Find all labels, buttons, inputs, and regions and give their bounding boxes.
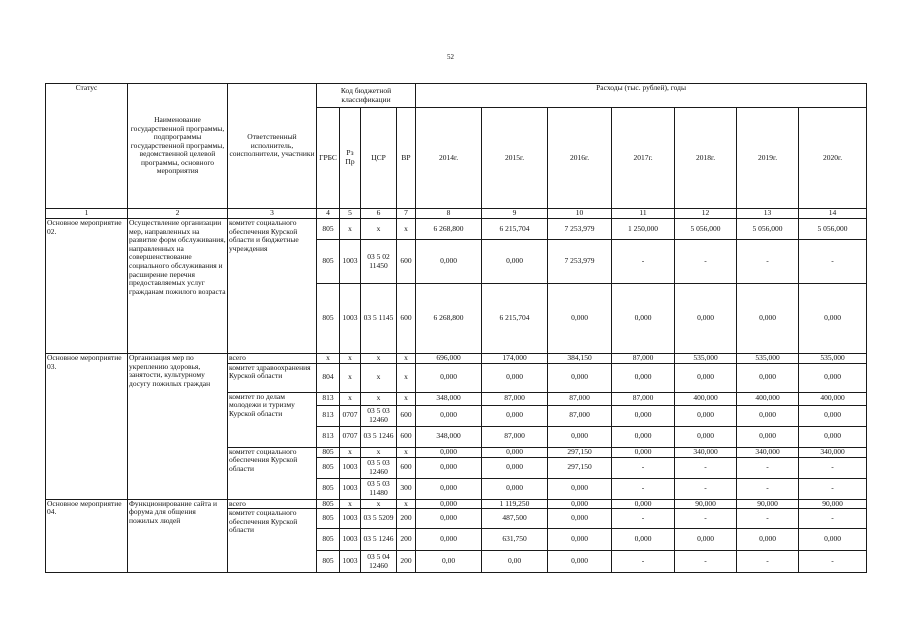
- cell-amount: 0,000: [612, 426, 675, 447]
- row-status: Основное мероприятие 04.: [46, 499, 128, 573]
- row-executor: комитет социального обеспечения Курской области: [228, 509, 317, 573]
- cell-amount: -: [675, 240, 737, 284]
- row-activity-name: Функционирование сайта и форума для общения пожилых людей: [128, 499, 228, 573]
- header-year: 2020г.: [799, 108, 867, 209]
- cell-amount: 87,000: [612, 392, 675, 405]
- cell-grbs: 805: [317, 551, 340, 573]
- cell-amount: 0,000: [548, 363, 612, 392]
- cell-csr: 03 5 02 11450: [361, 240, 397, 284]
- header-expenses: Расходы (тыс. рублей), годы: [416, 84, 867, 108]
- cell-amount: 0,000: [675, 529, 737, 551]
- cell-grbs: 813: [317, 426, 340, 447]
- cell-rzpr: 1003: [340, 284, 361, 354]
- column-number: 5: [340, 209, 361, 219]
- cell-csr: 03 5 1246: [361, 529, 397, 551]
- cell-amount: 0,000: [612, 284, 675, 354]
- header-year: 2019г.: [737, 108, 799, 209]
- cell-rzpr: х: [340, 499, 361, 509]
- cell-amount: -: [737, 551, 799, 573]
- cell-grbs: 804: [317, 363, 340, 392]
- column-numbers-row: [46, 209, 867, 219]
- cell-amount: 0,000: [612, 405, 675, 426]
- cell-amount: 0,000: [675, 426, 737, 447]
- cell-csr: 03 5 03 12460: [361, 457, 397, 478]
- cell-vr: х: [397, 447, 416, 457]
- cell-rzpr: 1003: [340, 551, 361, 573]
- header-rzpr: Рз Пр: [340, 108, 361, 209]
- cell-csr: 03 5 5209: [361, 509, 397, 529]
- cell-vr: 200: [397, 551, 416, 573]
- cell-amount: -: [799, 551, 867, 573]
- cell-grbs: 805: [317, 509, 340, 529]
- table-body: [46, 219, 867, 573]
- cell-amount: 0,000: [416, 405, 482, 426]
- cell-amount: 0,000: [548, 478, 612, 499]
- cell-amount: 0,000: [416, 457, 482, 478]
- cell-grbs: 805: [317, 478, 340, 499]
- header-csr: ЦСР: [361, 108, 397, 209]
- cell-amount: 0,000: [799, 426, 867, 447]
- cell-amount: 0,00: [482, 551, 548, 573]
- cell-amount: 5 056,000: [737, 219, 799, 240]
- cell-amount: 6 268,800: [416, 219, 482, 240]
- cell-rzpr: х: [340, 219, 361, 240]
- cell-amount: 90,000: [799, 499, 867, 509]
- cell-csr: х: [361, 354, 397, 364]
- cell-vr: 600: [397, 426, 416, 447]
- cell-amount: -: [675, 478, 737, 499]
- cell-amount: 0,000: [482, 478, 548, 499]
- header-grbs: ГРБС: [317, 108, 340, 209]
- cell-vr: 200: [397, 529, 416, 551]
- cell-vr: х: [397, 363, 416, 392]
- cell-amount: 0,000: [416, 240, 482, 284]
- cell-amount: 535,000: [737, 354, 799, 364]
- header-year: 2014г.: [416, 108, 482, 209]
- cell-amount: 0,000: [416, 499, 482, 509]
- cell-vr: х: [397, 392, 416, 405]
- cell-amount: 1 250,000: [612, 219, 675, 240]
- cell-rzpr: 0707: [340, 405, 361, 426]
- cell-amount: 0,000: [612, 447, 675, 457]
- cell-rzpr: 1003: [340, 509, 361, 529]
- cell-amount: 0,000: [612, 363, 675, 392]
- cell-csr: 03 5 1145: [361, 284, 397, 354]
- cell-amount: -: [675, 551, 737, 573]
- cell-amount: 6 268,800: [416, 284, 482, 354]
- cell-amount: 0,000: [799, 405, 867, 426]
- cell-amount: 174,000: [482, 354, 548, 364]
- cell-amount: -: [675, 457, 737, 478]
- cell-grbs: 805: [317, 284, 340, 354]
- cell-amount: 7 253,979: [548, 240, 612, 284]
- cell-csr: 03 5 03 12460: [361, 405, 397, 426]
- cell-amount: 0,000: [548, 551, 612, 573]
- page-number: 52: [447, 53, 454, 61]
- cell-amount: 384,150: [548, 354, 612, 364]
- cell-amount: 535,000: [675, 354, 737, 364]
- cell-amount: 87,000: [548, 392, 612, 405]
- cell-rzpr: х: [340, 354, 361, 364]
- column-number: 13: [737, 209, 799, 219]
- cell-grbs: 813: [317, 392, 340, 405]
- cell-amount: 340,000: [737, 447, 799, 457]
- cell-amount: -: [799, 478, 867, 499]
- cell-amount: 400,000: [737, 392, 799, 405]
- row-executor: комитет социального обеспечения Курской области: [228, 447, 317, 499]
- cell-csr: 03 5 04 12460: [361, 551, 397, 573]
- cell-vr: 600: [397, 284, 416, 354]
- cell-rzpr: 1003: [340, 240, 361, 284]
- table-row: [46, 354, 867, 364]
- cell-amount: 0,000: [548, 509, 612, 529]
- cell-amount: 340,000: [675, 447, 737, 457]
- header-year: 2016г.: [548, 108, 612, 209]
- row-executor: комитет по делам молодежи и туризму Курской области: [228, 392, 317, 447]
- row-executor: всего: [228, 354, 317, 364]
- cell-amount: 535,000: [799, 354, 867, 364]
- cell-amount: 0,000: [675, 405, 737, 426]
- row-executor: комитет социального обеспечения Курской области и бюджетные учреждения: [228, 219, 317, 354]
- cell-amount: -: [737, 457, 799, 478]
- cell-amount: 7 253,979: [548, 219, 612, 240]
- cell-amount: 0,000: [737, 284, 799, 354]
- cell-rzpr: х: [340, 392, 361, 405]
- cell-vr: 600: [397, 405, 416, 426]
- cell-amount: 0,000: [548, 529, 612, 551]
- cell-csr: 03 5 03 11480: [361, 478, 397, 499]
- cell-amount: -: [737, 478, 799, 499]
- cell-amount: 0,000: [612, 499, 675, 509]
- cell-grbs: 813: [317, 405, 340, 426]
- cell-amount: 348,000: [416, 392, 482, 405]
- cell-rzpr: х: [340, 363, 361, 392]
- cell-amount: 0,000: [482, 363, 548, 392]
- cell-amount: 696,000: [416, 354, 482, 364]
- cell-grbs: 805: [317, 529, 340, 551]
- column-number: 8: [416, 209, 482, 219]
- cell-amount: 0,000: [548, 426, 612, 447]
- cell-amount: 87,000: [482, 426, 548, 447]
- cell-amount: 0,000: [675, 363, 737, 392]
- cell-amount: 5 056,000: [799, 219, 867, 240]
- cell-csr: х: [361, 363, 397, 392]
- cell-amount: 0,000: [416, 363, 482, 392]
- cell-rzpr: 1003: [340, 457, 361, 478]
- cell-amount: 0,00: [416, 551, 482, 573]
- cell-vr: х: [397, 219, 416, 240]
- cell-amount: 0,000: [737, 529, 799, 551]
- cell-amount: 0,000: [799, 284, 867, 354]
- cell-amount: 348,000: [416, 426, 482, 447]
- cell-amount: 0,000: [737, 363, 799, 392]
- cell-vr: 600: [397, 240, 416, 284]
- cell-amount: 0,000: [416, 529, 482, 551]
- header-name: Наименование государственной программы, подпрограммы государственной программы, ведомственной целевой программы, основного мероприятия: [128, 84, 228, 209]
- header-budget-code: Код бюджетной классификации: [317, 84, 416, 108]
- cell-amount: 340,000: [799, 447, 867, 457]
- cell-amount: 0,000: [612, 529, 675, 551]
- header-year: 2015г.: [482, 108, 548, 209]
- row-activity-name: Осуществление организации мер, направленных на развитие форм обслуживания, направленных на совершенствование социального обслуживания и расширение перечня предоставляемых услуг гражданам пожилого возраста: [128, 219, 228, 354]
- header-year: 2018г.: [675, 108, 737, 209]
- cell-rzpr: 1003: [340, 529, 361, 551]
- cell-vr: х: [397, 499, 416, 509]
- cell-amount: 0,000: [416, 478, 482, 499]
- cell-csr: х: [361, 499, 397, 509]
- row-status: Основное мероприятие 02.: [46, 219, 128, 354]
- cell-amount: 0,000: [737, 426, 799, 447]
- cell-amount: 90,000: [675, 499, 737, 509]
- cell-amount: 1 119,250: [482, 499, 548, 509]
- cell-vr: 600: [397, 457, 416, 478]
- cell-amount: 631,750: [482, 529, 548, 551]
- cell-csr: х: [361, 447, 397, 457]
- cell-amount: 87,000: [482, 392, 548, 405]
- cell-amount: 0,000: [482, 405, 548, 426]
- column-number: 12: [675, 209, 737, 219]
- cell-amount: 400,000: [799, 392, 867, 405]
- cell-amount: 0,000: [548, 499, 612, 509]
- cell-amount: -: [737, 240, 799, 284]
- cell-amount: -: [799, 457, 867, 478]
- cell-amount: -: [612, 478, 675, 499]
- cell-vr: 200: [397, 509, 416, 529]
- cell-csr: х: [361, 392, 397, 405]
- header-vr: ВР: [397, 108, 416, 209]
- cell-amount: 0,000: [799, 363, 867, 392]
- cell-amount: -: [799, 509, 867, 529]
- cell-amount: 0,000: [416, 447, 482, 457]
- cell-amount: -: [675, 509, 737, 529]
- cell-amount: 297,150: [548, 457, 612, 478]
- cell-amount: 87,000: [612, 354, 675, 364]
- header-executor: Ответственный исполнитель, соисполнители, участники: [228, 84, 317, 209]
- column-number: 2: [128, 209, 228, 219]
- cell-amount: 0,000: [675, 284, 737, 354]
- column-number: 6: [361, 209, 397, 219]
- cell-grbs: 805: [317, 219, 340, 240]
- column-number: 1: [46, 209, 128, 219]
- cell-amount: 0,000: [799, 529, 867, 551]
- cell-amount: 487,500: [482, 509, 548, 529]
- cell-grbs: 805: [317, 447, 340, 457]
- row-executor: всего: [228, 499, 317, 509]
- column-number: 11: [612, 209, 675, 219]
- cell-amount: -: [612, 551, 675, 573]
- cell-vr: х: [397, 354, 416, 364]
- cell-amount: -: [612, 240, 675, 284]
- cell-amount: 0,000: [416, 509, 482, 529]
- cell-amount: 297,150: [548, 447, 612, 457]
- row-status: Основное мероприятие 03.: [46, 354, 128, 500]
- row-activity-name: Организация мер по укреплению здоровья, занятости, культурному досугу пожилых граждан: [128, 354, 228, 500]
- cell-amount: -: [737, 509, 799, 529]
- column-number: 9: [482, 209, 548, 219]
- column-number: 4: [317, 209, 340, 219]
- cell-grbs: 805: [317, 240, 340, 284]
- cell-amount: 0,000: [482, 457, 548, 478]
- cell-grbs: х: [317, 354, 340, 364]
- cell-amount: 6 215,704: [482, 219, 548, 240]
- cell-amount: -: [799, 240, 867, 284]
- cell-vr: 300: [397, 478, 416, 499]
- cell-amount: -: [612, 509, 675, 529]
- cell-rzpr: 0707: [340, 426, 361, 447]
- cell-csr: х: [361, 219, 397, 240]
- budget-table: [45, 83, 867, 573]
- cell-amount: 90,000: [737, 499, 799, 509]
- column-number: 10: [548, 209, 612, 219]
- cell-amount: 0,000: [482, 240, 548, 284]
- cell-amount: 0,000: [737, 405, 799, 426]
- cell-amount: 400,000: [675, 392, 737, 405]
- cell-grbs: 805: [317, 457, 340, 478]
- row-executor: комитет здравоохранения Курской области: [228, 363, 317, 392]
- table-row: [46, 219, 867, 240]
- column-number: 3: [228, 209, 317, 219]
- cell-amount: 0,000: [548, 284, 612, 354]
- cell-amount: 0,000: [482, 447, 548, 457]
- header-status: Статус: [46, 84, 128, 209]
- table-row: [46, 499, 867, 509]
- cell-grbs: 805: [317, 499, 340, 509]
- cell-amount: 5 056,000: [675, 219, 737, 240]
- cell-rzpr: 1003: [340, 478, 361, 499]
- column-number: 14: [799, 209, 867, 219]
- cell-amount: 87,000: [548, 405, 612, 426]
- header-year: 2017г.: [612, 108, 675, 209]
- column-number: 7: [397, 209, 416, 219]
- cell-csr: 03 5 1246: [361, 426, 397, 447]
- cell-amount: -: [612, 457, 675, 478]
- cell-rzpr: х: [340, 447, 361, 457]
- cell-amount: 6 215,704: [482, 284, 548, 354]
